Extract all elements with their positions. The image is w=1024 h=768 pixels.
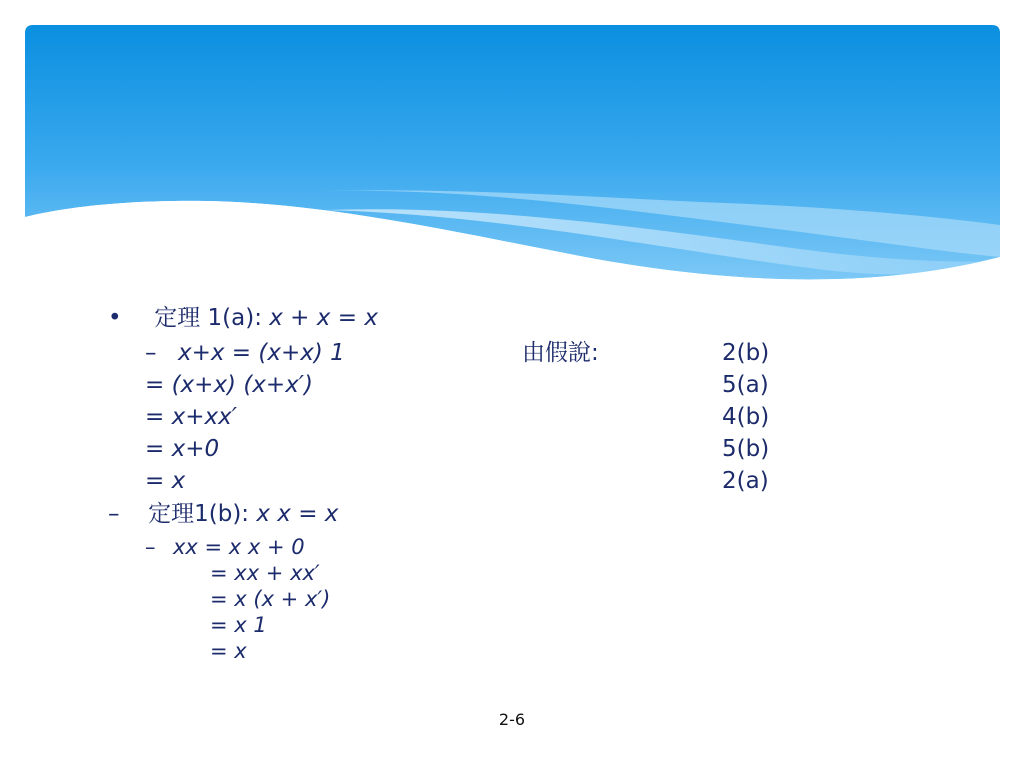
theorem-a-label: 定理 1(a): [154,305,270,331]
proof-a-step-1: x+x = (x+x) 1 [178,340,345,366]
page-number: 2-6 [498,710,526,729]
proof-a-reason-1: 2(b) [722,340,770,366]
proof-b-step-5: = x [210,639,247,663]
proof-a-reason-4: 5(b) [722,436,770,462]
header-wave-banner [25,25,1000,290]
proof-a-reason-2: 5(a) [722,372,769,398]
theorem-b-line [108,501,338,527]
theorem-a-op: + [282,305,317,331]
theorem-a-lhs: x [269,305,283,331]
proof-a-step-2: = (x+x) (x+x′) [145,372,313,398]
proof-b-step-1-dash: – [145,535,156,559]
dash-bullet: – [108,501,120,527]
theorem-a-rhs: x [364,305,378,331]
theorem-b-statement: x x = x [256,501,339,527]
proof-a-step-1-dash: – [145,340,157,366]
proof-b-step-1: xx = x x + 0 [173,535,305,559]
proof-b-step-4: = x 1 [210,613,267,637]
theorem-a-line [108,305,378,331]
proof-a-step-3: = x+xx′ [145,404,237,430]
theorem-a-mid: x [316,305,331,331]
proof-a-reason-3: 4(b) [722,404,770,430]
theorem-b-label: 定理1(b): [148,501,257,527]
proof-a-step-4: = x+0 [145,436,220,462]
proof-a-reason-5: 2(a) [722,468,769,494]
proof-a-header: 由假說: [522,340,599,366]
proof-b-step-3: = x (x + x′) [210,587,331,611]
round-bullet: • [108,305,122,331]
proof-a-step-5: = x [145,468,186,494]
proof-b-step-2: = xx + xx′ [210,561,320,585]
theorem-a-eq: = [330,305,365,331]
